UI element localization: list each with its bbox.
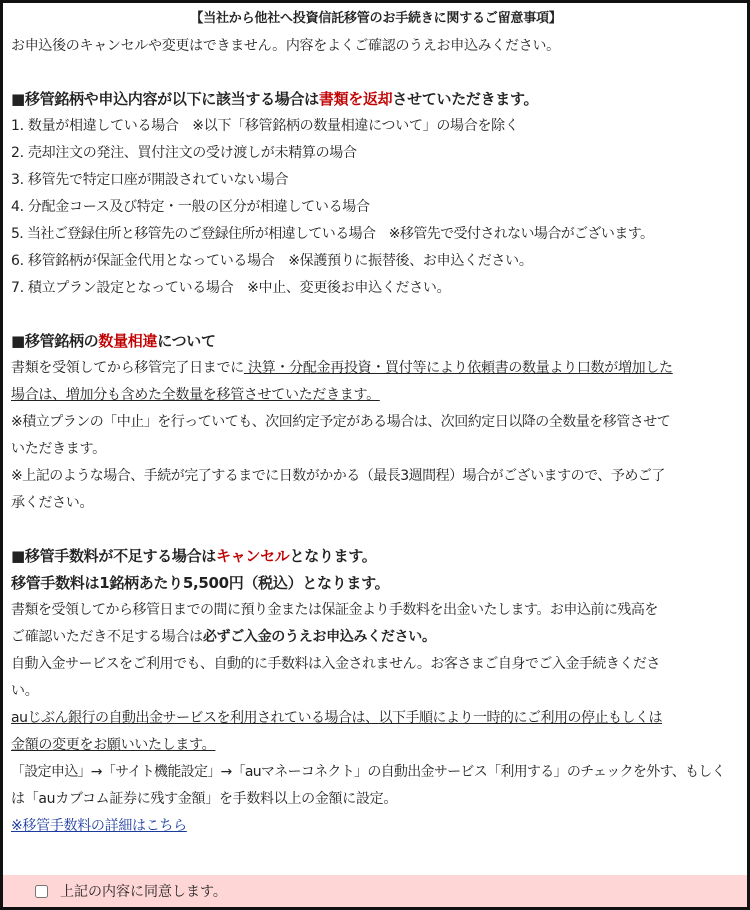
fee-p2-a: 自動入金サービスをご利用でも、自動的に手数料は入金されません。お客さまご自身でご入金手続きくださ xyxy=(11,656,660,672)
list-item: 4. 分配金コース及び特定・一般の区分が相違している場合 xyxy=(11,199,370,215)
fee-p1-a: 書類を受領してから移管日までの間に預り金または保証金より手数料を出金いたします。お申込前に残高を xyxy=(11,602,658,618)
list-item: 2. 売却注文の発注、買付注文の受け渡しが未精算の場合 xyxy=(11,145,357,161)
notice-title: 【当社から他社へ投資信託移管のお手続きに関するご留意事項】 xyxy=(190,11,562,26)
fee-p1-b: ご確認いただき不足する場合は必ずご入金のうえお申込みください。 xyxy=(11,629,436,645)
return-highlight: 書類を返却 xyxy=(318,90,393,108)
quantity-note1-a: ※積立プランの「中止」を行っていても、次回約定予定がある場合は、次回約定日以降の全数量を移管させて xyxy=(11,414,671,430)
agree-checkbox[interactable] xyxy=(35,885,48,898)
section-fee-heading: ■移管手数料が不足する場合はキャンセルとなります。 xyxy=(11,547,377,565)
list-item: 3. 移管先で特定口座が開設されていない場合 xyxy=(11,172,289,188)
fee-p2-b: い。 xyxy=(11,683,39,699)
list-item: 7. 積立プラン設定となっている場合 ※中止、変更後お申込ください。 xyxy=(11,280,451,296)
section-return-heading: ■移管銘柄や申込内容が以下に該当する場合は書類を返却させていただきます。 xyxy=(11,90,539,108)
notice-content xyxy=(11,9,741,840)
list-item: 1. 数量が相違している場合 ※以下「移管銘柄の数量相違について」の場合を除く xyxy=(11,118,519,134)
fee-amount: 移管手数料は1銘柄あたり5,500円（税込）となります。 xyxy=(11,574,390,592)
agree-bar xyxy=(3,875,747,907)
intro-text: お申込後のキャンセルや変更はできません。内容をよくご確認のうえお申込みください。 xyxy=(11,38,560,54)
quantity-highlight: 数量相違 xyxy=(98,332,158,350)
fee-p4-a: 「設定申込」→「サイト機能設定」→「auマネーコネクト」の自動出金サービス「利用する」のチェックを外す、もしく xyxy=(11,764,725,780)
cancel-highlight: キャンセル xyxy=(215,547,290,565)
fee-p3-a: auじぶん銀行の自動出金サービスを利用されている場合は、以下手順により一時的にご利用の停止もしくは xyxy=(11,710,662,726)
quantity-note1-b: いただきます。 xyxy=(11,441,106,457)
agree-label[interactable]: 上記の内容に同意します。 xyxy=(60,884,227,900)
section-quantity-heading: ■移管銘柄の数量相違について xyxy=(11,332,216,350)
quantity-note2-a: ※上記のような場合、手続が完了するまでに日数がかかる（最長3週間程）場合がございますので、予めご了 xyxy=(11,468,665,484)
return-conditions-list xyxy=(11,113,741,302)
fee-p3-b: 金額の変更をお願いいたします。 xyxy=(11,737,216,753)
quantity-text-line1: 書類を受領してから移管完了日までに 決算・分配金再投資・買付等により依頼書の数量より口数が増加した xyxy=(11,360,673,376)
fee-details-link[interactable]: ※移管手数料の詳細はこちら xyxy=(11,818,187,834)
list-item: 6. 移管銘柄が保証金代用となっている場合 ※保護預りに振替後、お申込ください。 xyxy=(11,253,533,269)
quantity-text-line2: 場合は、増加分も含めた全数量を移管させていただきます。 xyxy=(11,387,380,403)
fee-p4-b: は「auカブコム証券に残す金額」を手数料以上の金額に設定。 xyxy=(11,791,398,807)
quantity-note2-b: 承ください。 xyxy=(11,495,94,511)
list-item: 5. 当社ご登録住所と移管先のご登録住所が相違している場合 ※移管先で受付されない場合がございます。 xyxy=(11,226,654,242)
